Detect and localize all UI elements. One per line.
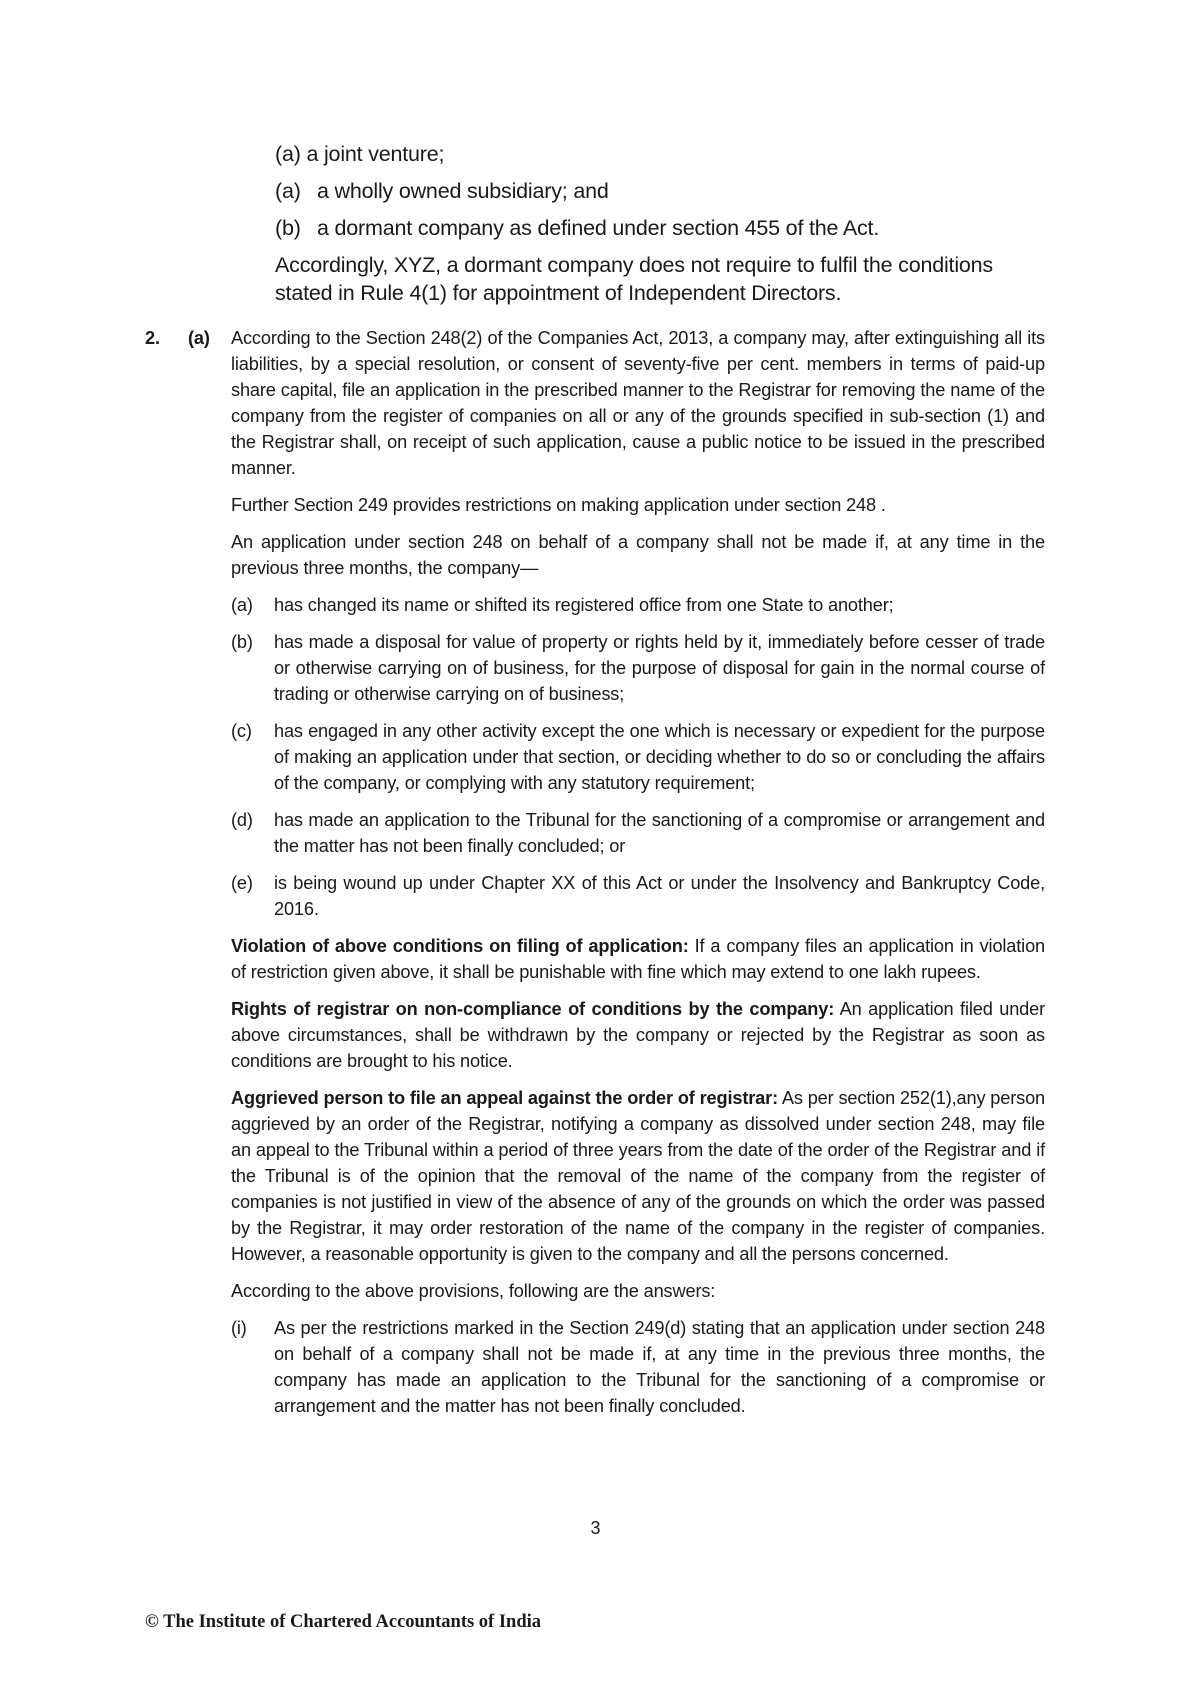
- violation-heading: Violation of above conditions on filing of application:: [231, 936, 689, 956]
- list-item-label: (c): [231, 721, 252, 741]
- list-item: [275, 214, 1045, 242]
- list-item-label: (a): [275, 179, 301, 203]
- copyright-footer: © The Institute of Chartered Accountants of India: [145, 1612, 542, 1632]
- violation-paragraph: [231, 933, 1045, 985]
- conclusion-paragraph: Accordingly, XYZ, a dormant company does not require to fulfil the conditions stated in Rule 4(1) for appointment of Independent Directors.: [275, 253, 993, 305]
- list-item: [231, 629, 1045, 707]
- page-number: 3: [590, 1518, 601, 1538]
- list-item-label: (b): [275, 216, 301, 240]
- appeal-paragraph: [231, 1085, 1045, 1267]
- list-item-label: (d): [231, 810, 253, 830]
- further-paragraph: Further Section 249 provides restrictions on making application under section 248 .: [231, 495, 886, 515]
- list-item-text: a dormant company as defined under section 455 of the Act.: [317, 216, 880, 240]
- answers-intro-paragraph: According to the above provisions, following are the answers:: [231, 1281, 716, 1301]
- list-item: [231, 1315, 1045, 1419]
- violation-text: If a company files an application in violation of restriction given above, it shall be punishable with fine which may extend to one lakh rupees.: [231, 936, 1045, 982]
- list-item-text: a wholly owned subsidiary; and: [317, 179, 609, 203]
- list-item-label: (b): [231, 632, 253, 652]
- list-item-text: is being wound up under Chapter XX of this Act or under the Insolvency and Bankruptcy Code, 2016.: [274, 873, 1045, 919]
- list-item-text: As per the restrictions marked in the Section 249(d) stating that an application under section 248 on behalf of a company shall not be made if, at any time in the previous three months, the company has made an application to the Tribunal for the sanctioning of a compromise or arrangement and the matter has not been finally concluded.: [274, 1318, 1045, 1416]
- previous-answer-continuation: [275, 140, 1045, 307]
- list-item-label: (e): [231, 873, 253, 893]
- answers-list: [231, 1315, 1045, 1419]
- question-part: (a): [188, 328, 210, 348]
- intro-paragraph: According to the Section 248(2) of the Companies Act, 2013, a company may, after extinguishing all its liabilities, by a special resolution, or consent of seventy-five per cent. members in terms of paid-up share capital, file an application in the prescribed manner to the Registrar for removing the name of the company from the register of companies on all or any of the grounds specified in sub-section (1) and the Registrar shall, on receipt of such application, cause a public notice to be issued in the prescribed manner.: [231, 328, 1045, 478]
- list-item-label: (a): [231, 595, 253, 615]
- appeal-text: As per section 252(1),any person aggrieved by an order of the Registrar, notifying a company as dissolved under section 248, may file an appeal to the Tribunal within a period of three years from the date of the order of the Registrar and if the Tribunal is of the opinion that the removal of the name of the company from the register of companies is not justified in view of the absence of any of the grounds on which the order was passed by the Registrar, it may order restoration of the name of the company in the register of companies. However, a reasonable opportunity is given to the company and all the persons concerned.: [231, 1088, 1045, 1264]
- list-item-text: has engaged in any other activity except the one which is necessary or expedient for the purpose of making an application under that section, or deciding whether to do so or concluding the affairs of the company, or complying with any statutory requirement;: [274, 721, 1045, 793]
- application-intro-paragraph: An application under section 248 on behalf of a company shall not be made if, at any time in the previous three months, the company—: [231, 532, 1045, 578]
- question-2-answer: [145, 325, 1045, 1430]
- list-item: [275, 177, 1045, 205]
- list-item: [231, 807, 1045, 859]
- joint-venture-line: (a) a joint venture;: [275, 142, 445, 166]
- rights-heading: Rights of registrar on non-compliance of conditions by the company:: [231, 999, 835, 1019]
- list-item-text: has made a disposal for value of property or rights held by it, immediately before cesser of trade or otherwise carrying on of business, for the purpose of disposal for gain in the normal course of trading or otherwise carrying on of business;: [274, 632, 1045, 704]
- list-item-label: (i): [231, 1318, 247, 1338]
- question-number: 2.: [145, 328, 160, 348]
- list-item: [231, 870, 1045, 922]
- list-item-text: has made an application to the Tribunal for the sanctioning of a compromise or arrangement and the matter has not been finally concluded; or: [274, 810, 1045, 856]
- rights-paragraph: [231, 996, 1045, 1074]
- question-header: [145, 325, 1045, 492]
- list-item: [231, 592, 1045, 618]
- rights-text: An application filed under above circumstances, shall be withdrawn by the company or rejected by the Registrar as soon as conditions are brought to his notice.: [231, 999, 1045, 1071]
- list-item-text: has changed its name or shifted its registered office from one State to another;: [274, 595, 894, 615]
- restrictions-list: [231, 592, 1045, 922]
- appeal-heading: Aggrieved person to file an appeal against the order of registrar:: [231, 1088, 778, 1108]
- list-item: [231, 718, 1045, 796]
